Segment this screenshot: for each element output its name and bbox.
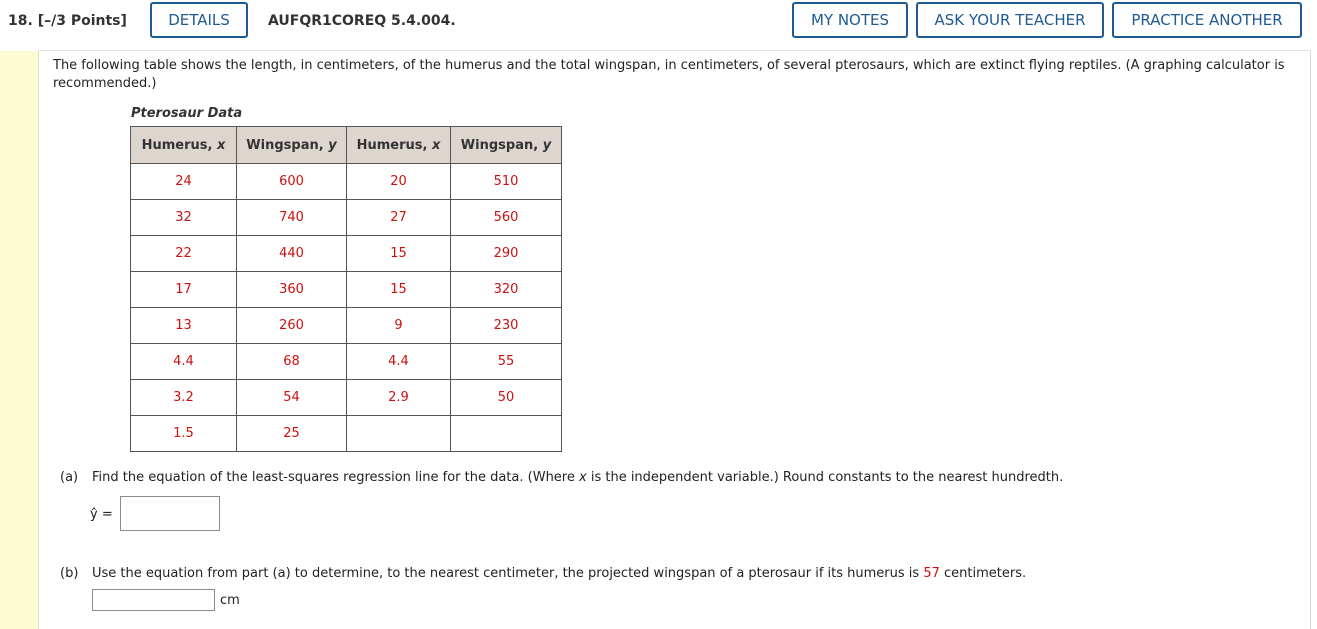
column-header: Wingspan, y <box>451 127 562 164</box>
table-cell: 13 <box>131 308 237 344</box>
table-cell: 440 <box>237 236 347 272</box>
table-cell: 15 <box>347 272 451 308</box>
column-header: Humerus, x <box>131 127 237 164</box>
table-cell: 9 <box>347 308 451 344</box>
table-cell: 510 <box>451 164 562 200</box>
table-cell: 560 <box>451 200 562 236</box>
part-b-prompt: (b) Use the equation from part (a) to determine, to the nearest centimeter, the projected wingspan of a pterosaur if its humerus is 57 centimeters. <box>60 566 1027 581</box>
column-header: Wingspan, y <box>237 127 347 164</box>
part-a-label: (a) <box>60 470 79 485</box>
table-cell: 230 <box>451 308 562 344</box>
yhat-label: ŷ = <box>90 507 113 522</box>
table-cell: 24 <box>131 164 237 200</box>
table-cell: 4.4 <box>131 344 237 380</box>
table-row <box>131 200 562 236</box>
ask-teacher-button[interactable]: ASK YOUR TEACHER <box>916 2 1104 38</box>
table-cell: 360 <box>237 272 347 308</box>
table-cell: 4.4 <box>347 344 451 380</box>
wingspan-answer-input[interactable] <box>92 589 215 611</box>
table-caption: Pterosaur Data <box>131 106 243 121</box>
table-cell: 260 <box>237 308 347 344</box>
question-intro: The following table shows the length, in centimeters, of the humerus and the total wingspan, in centimeters, of several pterosaurs, which are extinct flying reptiles. (A graphing calculator is recommended.) <box>53 58 1285 91</box>
unit-label: cm <box>220 593 240 608</box>
part-a-prompt: (a) Find the equation of the least-squares regression line for the data. (Where x is the independent variable.) Round constants to the nearest hundredth. <box>60 470 1064 485</box>
table-cell: 1.5 <box>131 416 237 452</box>
table-cell: 17 <box>131 272 237 308</box>
table-cell: 2.9 <box>347 380 451 416</box>
table-cell: 68 <box>237 344 347 380</box>
table-cell: 50 <box>451 380 562 416</box>
table-cell <box>347 416 451 452</box>
table-row <box>131 236 562 272</box>
table-row <box>131 164 562 200</box>
question-points: 18. [–/3 Points] <box>8 13 127 29</box>
details-button[interactable]: DETAILS <box>150 2 248 38</box>
table-row <box>131 308 562 344</box>
divider <box>38 50 1311 51</box>
table-row <box>131 380 562 416</box>
divider <box>1310 51 1311 629</box>
practice-another-button[interactable]: PRACTICE ANOTHER <box>1112 2 1302 38</box>
table-cell: 54 <box>237 380 347 416</box>
table-cell: 320 <box>451 272 562 308</box>
table-cell: 55 <box>451 344 562 380</box>
column-header: Humerus, x <box>347 127 451 164</box>
left-sidebar-bar <box>0 51 39 629</box>
pterosaur-data-table <box>130 126 562 452</box>
part-b-label: (b) <box>60 566 79 581</box>
question-code: AUFQR1COREQ 5.4.004. <box>268 13 456 29</box>
table-cell: 27 <box>347 200 451 236</box>
table-cell: 290 <box>451 236 562 272</box>
table-cell: 20 <box>347 164 451 200</box>
table-header-row <box>131 127 562 164</box>
table-cell: 740 <box>237 200 347 236</box>
table-row <box>131 344 562 380</box>
table-cell <box>451 416 562 452</box>
table-cell: 3.2 <box>131 380 237 416</box>
question-header <box>0 0 1317 46</box>
table-row <box>131 272 562 308</box>
table-cell: 600 <box>237 164 347 200</box>
table-cell: 25 <box>237 416 347 452</box>
regression-equation-input[interactable] <box>120 496 220 531</box>
my-notes-button[interactable]: MY NOTES <box>792 2 908 38</box>
table-cell: 15 <box>347 236 451 272</box>
table-cell: 32 <box>131 200 237 236</box>
table-row <box>131 416 562 452</box>
table-cell: 22 <box>131 236 237 272</box>
humerus-value: 57 <box>923 566 940 581</box>
